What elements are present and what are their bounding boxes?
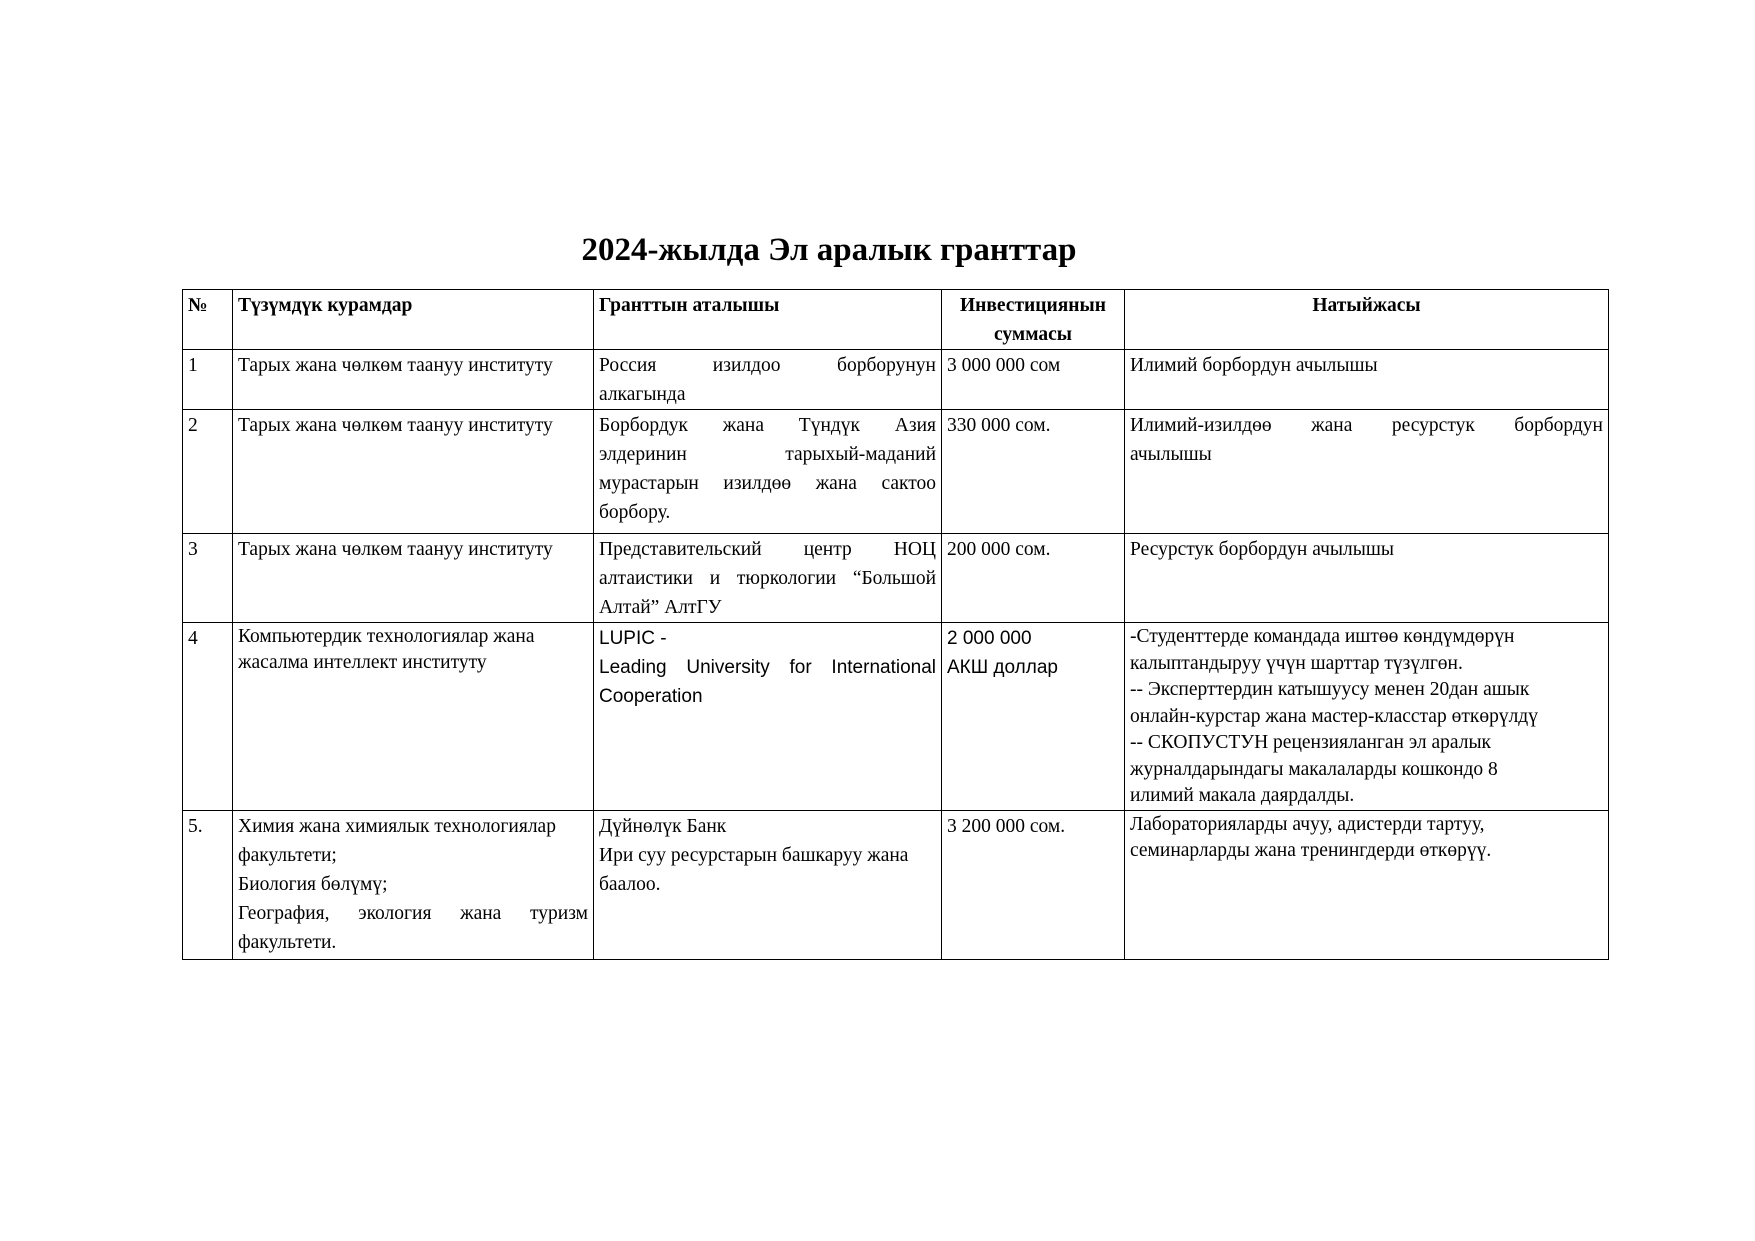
cell-result: [1125, 350, 1609, 410]
table-row: [183, 623, 1609, 811]
cell-result: [1125, 810, 1609, 959]
result-line: онлайн-курстар жана мастер-класстар өткөрүлдү: [1130, 705, 1538, 727]
grant-line: Алтай” АлтГУ: [599, 597, 722, 618]
table-row: [183, 410, 1609, 534]
grant-line: Представительский центр НОЦ: [599, 539, 936, 560]
header-grant: Гранттын аталышы: [594, 290, 942, 350]
cell-grant: [594, 810, 942, 959]
grant-line: Ири суу ресурстарын башкаруу жана: [599, 844, 909, 866]
grant-line: борбору.: [599, 502, 671, 523]
amount-line: 200 000 сом.: [947, 539, 1051, 560]
table-row: [183, 810, 1609, 959]
header-amount-line1: Инвестициянын: [959, 295, 1106, 316]
cell-result: [1125, 623, 1609, 811]
unit-line: факультети;: [238, 844, 337, 866]
unit-line: Химия жана химиялык технологиялар: [238, 815, 556, 837]
grant-line: мурастарын изилдөө жана сактоо: [599, 473, 936, 494]
result-line: Ресурстук борбордун ачылышы: [1130, 539, 1394, 560]
cell-grant: [594, 534, 942, 623]
cell-unit: Тарых жана чөлкөм таануу институту: [233, 350, 594, 410]
table-row: [183, 534, 1609, 623]
cell-result: [1125, 410, 1609, 534]
cell-unit: [233, 623, 594, 811]
result-line: -Студенттерде командада иштөө көндүмдөрүн: [1130, 626, 1515, 647]
result-line: -- СКОПУСТУН рецензияланган эл аралык: [1130, 732, 1492, 753]
unit-line: жасалма интеллект институту: [238, 652, 487, 673]
cell-num: 5.: [183, 810, 233, 959]
result-line: журналдарындагы макалаларды кошкондо 8: [1130, 758, 1498, 780]
cell-unit: Тарых жана чөлкөм таануу институту: [233, 534, 594, 623]
grant-line: Россия изилдоо борборунун: [599, 355, 936, 376]
result-line: ачылышы: [1130, 444, 1212, 465]
amount-line: 2 000 000: [947, 628, 1032, 649]
amount-line: 3 000 000 сом: [947, 355, 1061, 376]
cell-amount: [942, 410, 1125, 534]
cell-amount: [942, 534, 1125, 623]
unit-line: География, экология жана туризм: [238, 902, 588, 924]
result-line: Илимий борбордун ачылышы: [1130, 355, 1378, 376]
amount-line: АКШ доллар: [947, 657, 1058, 678]
result-line: калыптандыруу үчүн шарттар түзүлгөн.: [1130, 652, 1463, 674]
grant-line: Leading University for International: [599, 657, 936, 678]
unit-line: Компьютердик технологиялар жана: [238, 626, 535, 647]
header-unit: Түзүмдүк курамдар: [233, 290, 594, 350]
unit-line: факультети.: [238, 931, 337, 953]
amount-line: 330 000 сом.: [947, 415, 1051, 436]
header-amount-line2: суммасы: [994, 324, 1072, 345]
result-line: -- Эксперттердин катышуусу менен 20дан ашык: [1130, 679, 1530, 700]
grant-line: баалоо.: [599, 873, 661, 895]
cell-amount: [942, 623, 1125, 811]
result-line: семинарларды жана тренингдерди өткөрүү.: [1130, 839, 1492, 861]
cell-num: 3: [183, 534, 233, 623]
amount-line: 3 200 000 сом.: [947, 815, 1066, 837]
cell-grant: [594, 350, 942, 410]
header-amount: [942, 290, 1125, 350]
page-title: 2024-жылда Эл аралык гранттар: [581, 232, 1077, 268]
cell-unit: Тарых жана чөлкөм таануу институту: [233, 410, 594, 534]
grant-line: алтаистики и тюркологии “Большой: [599, 568, 936, 589]
grants-table: [182, 289, 1609, 960]
table-header-row: [183, 290, 1609, 350]
cell-unit: [233, 810, 594, 959]
grant-line: Дүйнөлүк Банк: [599, 815, 727, 837]
cell-amount: [942, 350, 1125, 410]
grant-line: Борбордук жана Түндүк Азия: [599, 415, 936, 436]
cell-num: 2: [183, 410, 233, 534]
cell-grant: [594, 410, 942, 534]
grant-line: алкагында: [599, 384, 686, 405]
table-row: [183, 350, 1609, 410]
grant-line: Cooperation: [599, 686, 703, 707]
cell-grant: [594, 623, 942, 811]
header-num: №: [183, 290, 233, 350]
cell-result: [1125, 534, 1609, 623]
cell-num: 1: [183, 350, 233, 410]
result-line: Лабораторияларды ачуу, адистерди тартуу,: [1130, 813, 1485, 835]
result-line: илимий макала даярдалды.: [1130, 785, 1355, 806]
grant-line: LUPIC -: [599, 628, 667, 649]
header-result: Натыйжасы: [1125, 290, 1609, 350]
cell-num: 4: [183, 623, 233, 811]
result-line: Илимий-изилдөө жана ресурстук борбордун: [1130, 415, 1603, 436]
unit-line: Биология бөлүмү;: [238, 873, 388, 895]
grant-line: элдеринин тарыхый-маданий: [599, 444, 936, 465]
cell-amount: [942, 810, 1125, 959]
